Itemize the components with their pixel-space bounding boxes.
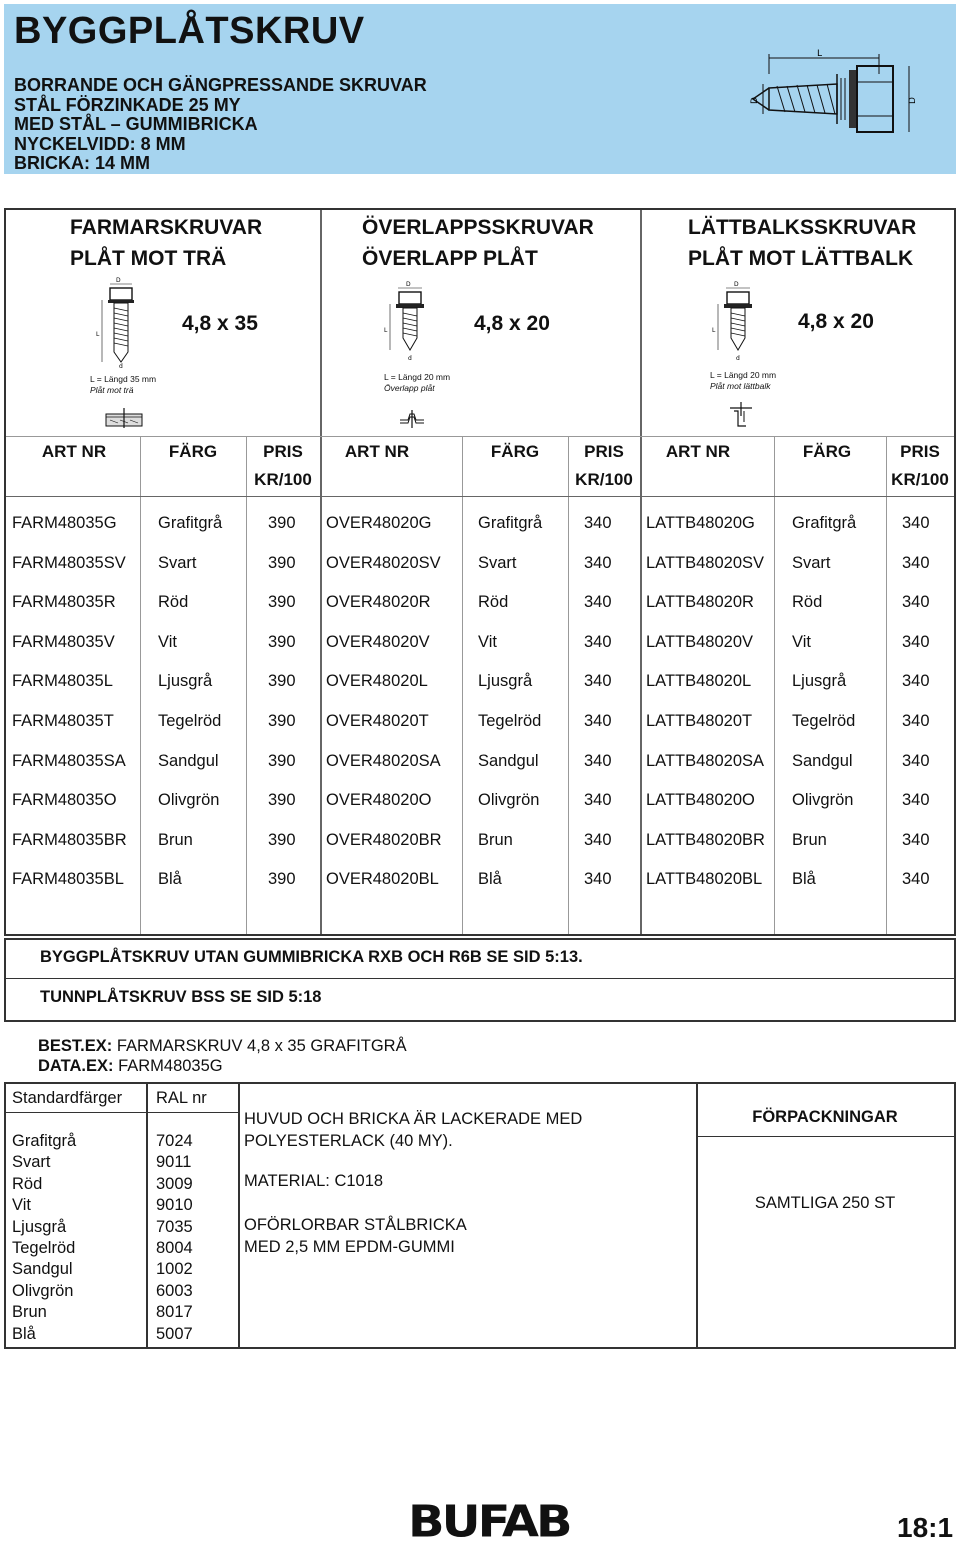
table-cell: LATTB48020V — [646, 632, 754, 651]
standard-color-name: Blå — [12, 1324, 36, 1343]
svg-text:d: d — [408, 355, 412, 362]
packing-title: FÖRPACKNINGAR — [752, 1108, 898, 1126]
table-cell: 340 — [902, 632, 930, 651]
table-cell: 390 — [268, 870, 296, 889]
table-cell: FARM48035SA — [12, 751, 126, 770]
table-cell: 340 — [584, 791, 612, 810]
table-cell: 340 — [584, 514, 612, 532]
table-cell: OVER48020V — [326, 632, 430, 651]
table-cell: FARM48035L — [12, 672, 113, 691]
table-cell: Sandgul — [792, 751, 853, 770]
drawing-label-l: L — [817, 49, 823, 59]
table-cell: 340 — [902, 593, 930, 612]
ral-number: 7024 — [156, 1132, 193, 1150]
col-header-art: ART NR — [344, 442, 410, 461]
table-cell: Svart — [478, 553, 517, 572]
table-cell: Blå — [792, 870, 816, 889]
table-cell: LATTB48020BL — [646, 870, 763, 889]
table-cell: 340 — [584, 672, 612, 691]
table-cell: Svart — [792, 553, 831, 572]
table-cell: 340 — [902, 514, 930, 532]
table-cell: 340 — [584, 593, 612, 612]
col-header-art: ART NR — [41, 442, 107, 461]
table-cell: Grafitgrå — [478, 514, 543, 532]
table-cell: FARM48035R — [12, 593, 116, 612]
table-cell: 390 — [268, 514, 296, 532]
ral-number: 3009 — [156, 1174, 193, 1193]
table-cell: Grafitgrå — [158, 514, 223, 532]
ral-number: 6003 — [156, 1281, 193, 1300]
table-cell: Olivgrön — [158, 791, 220, 810]
standard-color-name: Olivgrön — [12, 1281, 74, 1300]
note-tunnplatskruv: TUNNPLÅTSKRUV BSS SE SID 5:18 — [40, 988, 322, 1006]
standard-color-name: Röd — [12, 1174, 43, 1193]
standard-color-name: Grafitgrå — [12, 1132, 77, 1150]
table-cell: 390 — [268, 830, 296, 849]
col-header-price: PRIS KR/100 — [254, 442, 312, 489]
table-cell: Blå — [158, 870, 182, 889]
table-cell: FARM48035BL — [12, 870, 124, 889]
table-cell: Brun — [158, 830, 193, 849]
farmarskruv-drawing-icon — [96, 276, 146, 368]
table-cell: OVER48020L — [326, 672, 428, 691]
ral-header: RAL nr — [156, 1089, 207, 1107]
table-cell: LATTB48020SV — [646, 553, 765, 572]
table-cell: 340 — [584, 632, 612, 651]
table-cell: 390 — [268, 712, 296, 730]
table-cell: OVER48020SV — [326, 553, 441, 572]
bufab-logo: BUFAB — [408, 1496, 570, 1547]
ral-number: 7035 — [156, 1217, 193, 1236]
ral-number: 9010 — [156, 1196, 193, 1215]
col-header-price: PRIS KR/100 — [891, 442, 949, 489]
table-cell: 340 — [584, 870, 612, 889]
table-cell: Vit — [158, 632, 177, 651]
table-cell: Olivgrön — [478, 791, 540, 810]
size-lattbalksskruv: 4,8 x 20 — [798, 310, 874, 333]
table-cell: FARM48035O — [12, 791, 117, 810]
standard-color-name: Tegelröd — [12, 1239, 76, 1257]
table-cell: Brun — [478, 830, 513, 849]
table-cell: LATTB48020R — [646, 593, 754, 612]
table-cell: Röd — [158, 593, 189, 612]
table-cell: 390 — [268, 672, 296, 691]
packing-value: SAMTLIGA 250 ST — [754, 1194, 896, 1212]
table-cell: OVER48020R — [326, 593, 431, 612]
table-cell: FARM48035G — [12, 514, 117, 532]
spec-line: NYCKELVIDD: 8 MM — [14, 133, 186, 154]
info-section — [4, 1082, 956, 1349]
spec-line: MED STÅL – GUMMIBRICKA — [14, 114, 258, 135]
lattbalksskruv-drawing-icon — [712, 280, 762, 364]
table-cell: Sandgul — [478, 751, 539, 770]
table-cell: 390 — [268, 593, 296, 612]
spec-line: BORRANDE OCH GÄNGPRESSANDE SKRUVAR — [14, 75, 427, 95]
product-table — [4, 208, 956, 936]
standard-color-name: Sandgul — [12, 1260, 73, 1279]
size-overlappsskruv: 4,8 x 20 — [474, 312, 550, 335]
svg-text:D: D — [116, 277, 121, 284]
page-number: 18:1 — [897, 1512, 954, 1543]
table-cell: Ljusgrå — [792, 672, 847, 691]
table-cell: OVER48020BR — [326, 830, 442, 849]
order-example: BEST.EX: FARMARSKRUV 4,8 x 35 GRAFITGRÅ DATA.EX: FARM48035G — [38, 1037, 407, 1075]
table-cell: Sandgul — [158, 751, 219, 770]
col-header-color: FÄRG — [490, 442, 540, 461]
table-cell: Röd — [478, 593, 509, 612]
standard-color-name: Ljusgrå — [12, 1217, 67, 1236]
table-cell: Ljusgrå — [478, 672, 533, 691]
table-cell: 340 — [902, 712, 930, 730]
caption-overlappsskruv: L = Längd 20 mm Överlapp plåt — [384, 372, 451, 393]
light-beam-joint-icon — [728, 402, 754, 430]
caption-lattbalksskruv: L = Längd 20 mm Plåt mot lättbalk — [710, 370, 777, 391]
table-cell: 340 — [584, 712, 612, 730]
overlap-joint-icon — [398, 410, 426, 428]
svg-text:L: L — [96, 331, 100, 338]
drawing-label-d2: D — [908, 97, 918, 104]
header-banner — [4, 4, 956, 174]
table-cell: Tegelröd — [478, 712, 542, 730]
table-cell: Tegelröd — [158, 712, 222, 730]
material-info: MATERIAL: C1018 — [244, 1172, 384, 1190]
svg-text:d: d — [119, 363, 123, 370]
page-title: BYGGPLÅTSKRUV — [14, 10, 365, 52]
table-cell: Grafitgrå — [792, 514, 857, 532]
table-cell: 390 — [268, 632, 296, 651]
table-cell: 390 — [268, 553, 296, 572]
table-cell: 340 — [584, 830, 612, 849]
svg-text:D: D — [406, 281, 411, 288]
svg-text:d: d — [736, 355, 740, 362]
spec-line: BRICKA: 14 MM — [14, 153, 151, 174]
standard-colors-header: Standardfärger — [12, 1089, 123, 1107]
table-cell: Röd — [792, 593, 823, 612]
coating-info: HUVUD OCH BRICKA ÄR LACKERADE MED POLYESTERLACK (40 MY). — [244, 1110, 583, 1150]
col-header-price: PRIS KR/100 — [575, 442, 633, 489]
category-overlappsskruvar: ÖVERLAPPSSKRUVAR ÖVERLAPP PLÅT — [362, 216, 594, 270]
overlappsskruv-drawing-icon — [384, 280, 434, 364]
table-cell: OVER48020SA — [326, 751, 441, 770]
svg-text:L: L — [712, 327, 716, 334]
table-cell: Tegelröd — [792, 712, 856, 730]
table-cell: FARM48035BR — [12, 830, 127, 849]
ral-number: 8004 — [156, 1239, 193, 1257]
col-header-color: FÄRG — [168, 442, 218, 461]
ral-number: 9011 — [156, 1153, 192, 1172]
table-cell: Blå — [478, 870, 502, 889]
table-cell: LATTB48020T — [646, 712, 753, 730]
table-cell: LATTB48020G — [646, 514, 755, 532]
col-header-art: ART NR — [665, 442, 731, 461]
notes-box — [4, 938, 956, 1022]
table-cell: LATTB48020SA — [646, 751, 765, 770]
ral-number: 8017 — [156, 1303, 193, 1322]
screw-drawing-icon — [749, 48, 939, 158]
table-cell: 340 — [902, 870, 930, 889]
table-cell: 390 — [268, 791, 296, 810]
table-cell: 340 — [902, 553, 930, 572]
category-lattbalksskruvar: LÄTTBALKSSKRUVAR PLÅT MOT LÄTTBALK — [688, 216, 917, 270]
table-cell: 390 — [268, 751, 296, 770]
table-cell: Svart — [158, 553, 197, 572]
table-cell: OVER48020O — [326, 791, 432, 810]
spec-line: STÅL FÖRZINKADE 25 MY — [14, 94, 241, 115]
size-farmarskruv: 4,8 x 35 — [182, 312, 258, 335]
table-cell: 340 — [902, 791, 930, 810]
ral-number: 5007 — [156, 1324, 193, 1343]
table-cell: OVER48020T — [326, 712, 429, 730]
table-cell: OVER48020G — [326, 514, 432, 532]
table-cell: 340 — [902, 672, 930, 691]
col-header-color: FÄRG — [802, 442, 852, 461]
table-cell: Ljusgrå — [158, 672, 213, 691]
ral-number: 1002 — [156, 1260, 193, 1279]
svg-text:D: D — [734, 281, 739, 288]
note-gummibricka: BYGGPLÅTSKRUV UTAN GUMMIBRICKA RXB OCH R6B SE SID 5:13. — [40, 948, 583, 966]
table-cell: FARM48035V — [12, 632, 115, 651]
table-cell: Vit — [792, 632, 811, 651]
table-cell: Brun — [792, 830, 827, 849]
table-cell: 340 — [902, 751, 930, 770]
table-cell: FARM48035T — [12, 712, 114, 730]
table-cell: LATTB48020L — [646, 672, 752, 691]
table-cell: 340 — [584, 553, 612, 572]
standard-color-name: Svart — [12, 1153, 51, 1172]
table-cell: Vit — [478, 632, 497, 651]
table-cell: LATTB48020BR — [646, 830, 765, 849]
spec-lines — [14, 76, 427, 174]
standard-color-name: Brun — [12, 1303, 47, 1322]
table-cell: 340 — [902, 830, 930, 849]
table-cell: 340 — [584, 751, 612, 770]
drawing-label-d: D — [750, 97, 760, 104]
table-cell: OVER48020BL — [326, 870, 439, 889]
caption-farmarskruv: L = Längd 35 mm Plåt mot trä — [90, 374, 157, 395]
table-cell: FARM48035SV — [12, 553, 126, 572]
washer-info: OFÖRLORBAR STÅLBRICKA MED 2,5 MM EPDM-GUMMI — [244, 1216, 467, 1256]
table-cell: Olivgrön — [792, 791, 854, 810]
standard-color-name: Vit — [12, 1196, 31, 1215]
wood-joint-icon — [102, 408, 146, 430]
category-farmarskruvar: FARMARSKRUVAR PLÅT MOT TRÄ — [70, 216, 263, 270]
table-cell: LATTB48020O — [646, 791, 755, 810]
svg-text:L: L — [384, 327, 388, 334]
